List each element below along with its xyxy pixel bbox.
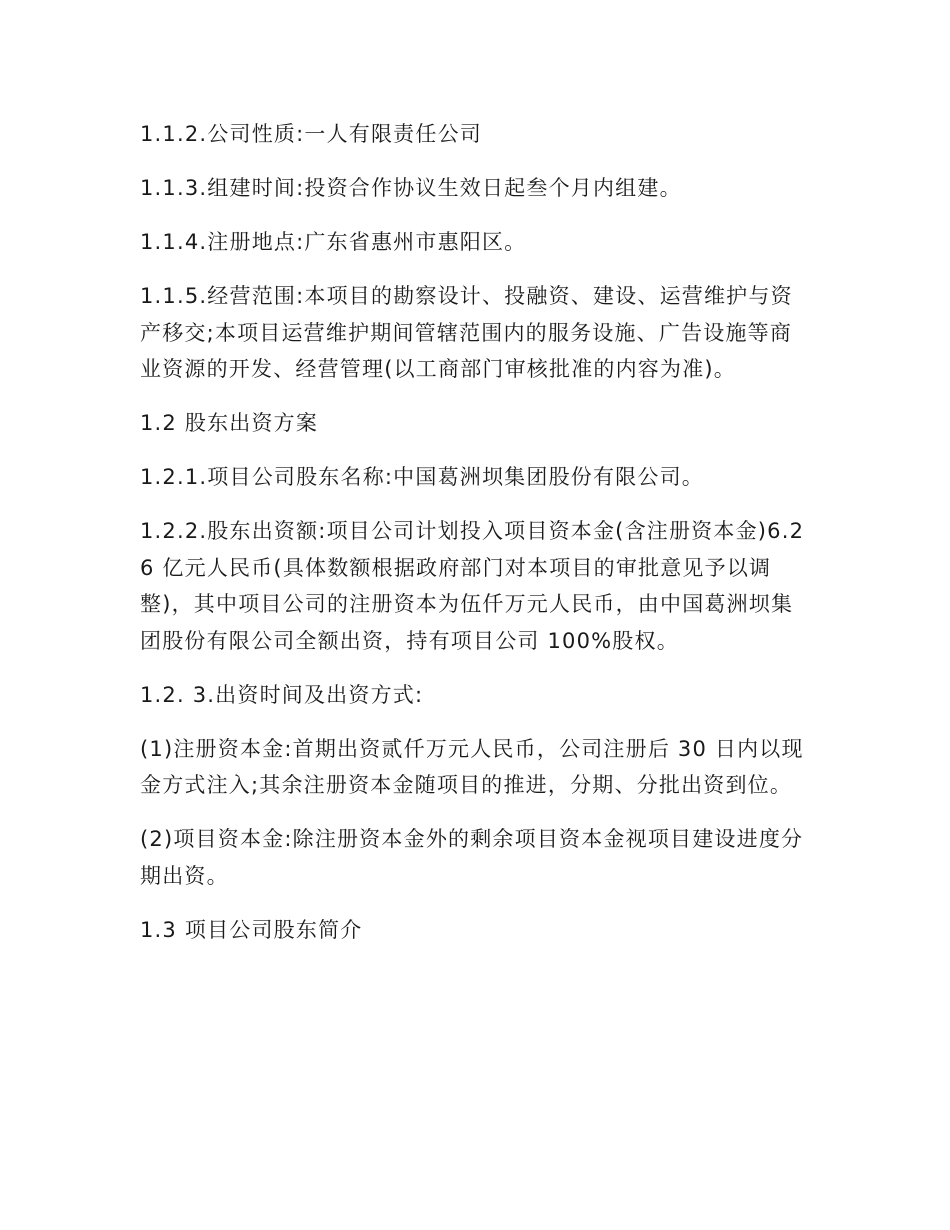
document-body — [140, 116, 812, 966]
paragraph-registered-capital: (1)注册资本金:首期出资贰仟万元人民币，公司注册后 30 日内以现金方式注入;其余注册资本金随项目的推进，分期、分批出资到位。 — [140, 736, 804, 797]
paragraph-business-scope: 1.1.5.经营范围:本项目的勘察设计、投融资、建设、运营维护与资产移交;本项目运营维护期间管辖范围内的服务设施、广告设施等商业资源的开发、经营管理(以工商部门审核批准的内容为准)。 — [140, 284, 793, 381]
paragraph-project-capital: (2)项目资本金:除注册资本金外的剩余项目资本金视项目建设进度分期出资。 — [140, 827, 804, 888]
paragraph-capital-timing-method: 1.2. 3.出资时间及出资方式: — [140, 682, 424, 707]
heading-shareholder-capital-plan: 1.2 股东出资方案 — [140, 411, 319, 435]
heading-shareholder-profile: 1.3 项目公司股东简介 — [140, 917, 363, 942]
paragraph-company-nature: 1.1.2.公司性质:一人有限责任公司 — [140, 122, 482, 146]
paragraph-shareholder-name: 1.2.1.项目公司股东名称:中国葛洲坝集团股份有限公司。 — [140, 465, 704, 489]
paragraph-registered-location: 1.1.4.注册地点:广东省惠州市惠阳区。 — [140, 230, 527, 254]
paragraph-formation-time: 1.1.3.组建时间:投资合作协议生效日起叁个月内组建。 — [140, 176, 682, 200]
paragraph-capital-amount: 1.2.2.股东出资额:项目公司计划投入项目资本金(含注册资本金)6.26 亿元人民币(具体数额根据政府部门对本项目的审批意见予以调整)，其中项目公司的注册资本为伍仟万元人民币，由中国葛洲坝集团股份有限公司全额出资，持有项目公司 100%股权。 — [140, 519, 805, 653]
